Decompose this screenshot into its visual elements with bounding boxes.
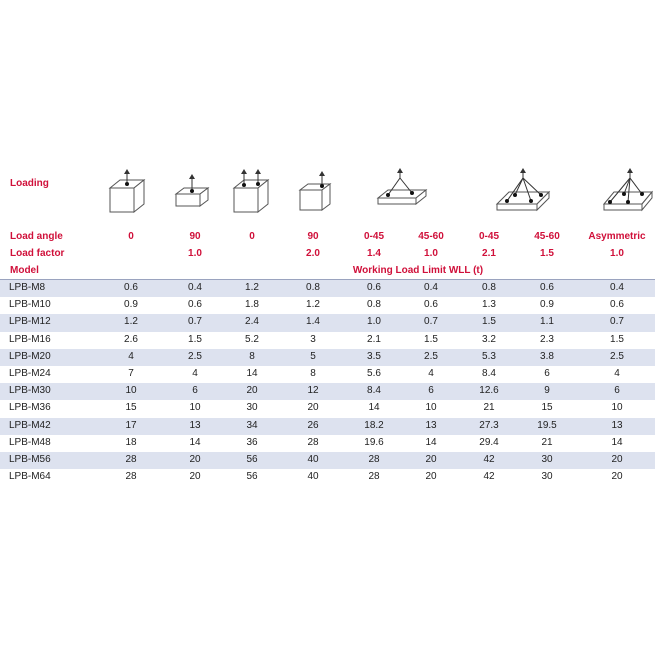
wll-cell: 2.3 xyxy=(540,333,554,345)
wll-cell: 4 xyxy=(128,350,134,362)
load-factor-value: 1.0 xyxy=(610,248,624,259)
load-factor-value: 1.0 xyxy=(188,248,202,259)
wll-cell: 3.8 xyxy=(540,350,554,362)
wll-cell: 3.5 xyxy=(367,350,381,362)
load-angle-row xyxy=(0,229,655,247)
loading-label: Loading xyxy=(10,178,49,189)
wll-cell: 10 xyxy=(425,402,437,414)
wll-cell: 1.0 xyxy=(367,316,381,328)
table-row xyxy=(0,332,655,349)
wll-cell: 20 xyxy=(611,471,623,483)
wll-cell: 1.2 xyxy=(245,282,259,293)
wll-cell: 10 xyxy=(611,402,623,414)
wll-cell: 4 xyxy=(614,367,620,379)
load-angle-value: 45-60 xyxy=(534,231,560,242)
wll-cell: 17 xyxy=(125,419,137,431)
table-row xyxy=(0,366,655,383)
wll-cell: 3.2 xyxy=(482,333,496,345)
wll-cell: 14 xyxy=(189,436,201,448)
wll-cell: 4 xyxy=(192,367,198,379)
wll-cell: 0.9 xyxy=(124,299,138,311)
wll-cell: 20 xyxy=(189,471,201,483)
table-row xyxy=(0,383,655,400)
wll-cell: 13 xyxy=(611,419,623,431)
wll-cell: 14 xyxy=(368,402,380,414)
load-angle-value: 45-60 xyxy=(418,231,444,242)
wll-cell: 20 xyxy=(425,453,437,465)
wll-cell: 2.1 xyxy=(367,333,381,345)
table-row xyxy=(0,418,655,435)
wll-cell: 0.6 xyxy=(367,282,381,293)
wll-cell: 0.8 xyxy=(482,282,496,293)
wll-cell: 0.7 xyxy=(424,316,438,328)
wll-cell: 12.6 xyxy=(479,385,499,397)
wll-cell: 1.3 xyxy=(482,299,496,311)
wll-cell: 19.5 xyxy=(537,419,557,431)
wll-cell: 1.5 xyxy=(610,333,624,345)
wll-cell: 4 xyxy=(428,367,434,379)
model-cell: LPB-M24 xyxy=(9,367,51,379)
table-row xyxy=(0,280,655,297)
load-angle-value: Asymmetric xyxy=(588,231,646,242)
plate-two-leg-sling-icon xyxy=(372,168,432,216)
wll-cell: 20 xyxy=(611,453,623,465)
wll-cell: 13 xyxy=(189,419,201,431)
wll-cell: 0.9 xyxy=(540,299,554,311)
wll-cell: 0.4 xyxy=(424,282,438,293)
wll-cell: 28 xyxy=(125,471,137,483)
wll-cell: 5.6 xyxy=(367,367,381,379)
wll-cell: 30 xyxy=(541,453,553,465)
wll-cell: 15 xyxy=(541,402,553,414)
wll-cell: 28 xyxy=(125,453,137,465)
model-cell: LPB-M64 xyxy=(9,471,51,483)
wll-cell: 28 xyxy=(368,453,380,465)
wll-cell: 0.6 xyxy=(540,282,554,293)
wll-cell: 20 xyxy=(246,385,258,397)
wll-cell: 6 xyxy=(544,367,550,379)
wll-cell: 8 xyxy=(249,350,255,362)
wll-cell: 12 xyxy=(307,385,319,397)
model-cell: LPB-M48 xyxy=(9,436,51,448)
wll-cell: 7 xyxy=(128,367,134,379)
wll-cell: 3 xyxy=(310,333,316,345)
load-factor-value: 1.0 xyxy=(424,248,438,259)
wll-cell: 14 xyxy=(611,436,623,448)
wll-cell: 8.4 xyxy=(482,367,496,379)
load-angle-value: 90 xyxy=(189,231,201,242)
wll-cell: 56 xyxy=(246,453,258,465)
wll-cell: 42 xyxy=(483,471,495,483)
wll-cell: 0.8 xyxy=(367,299,381,311)
wll-cell: 2.6 xyxy=(124,333,138,345)
wll-cell: 21 xyxy=(541,436,553,448)
table-row xyxy=(0,452,655,469)
wll-cell: 9 xyxy=(544,385,550,397)
wll-cell: 0.6 xyxy=(610,299,624,311)
wll-cell: 1.5 xyxy=(424,333,438,345)
model-cell: LPB-M8 xyxy=(9,282,46,293)
wll-cell: 1.8 xyxy=(245,299,259,311)
plate-four-leg-sling-icon xyxy=(493,168,553,216)
wll-column-header: Working Load Limit WLL (t) xyxy=(352,265,484,276)
wll-cell: 6 xyxy=(192,385,198,397)
load-angle-label: Load angle xyxy=(10,231,63,242)
block-side-lift-icon xyxy=(172,168,212,216)
wll-cell: 5.3 xyxy=(482,350,496,362)
wll-cell: 1.2 xyxy=(306,299,320,311)
model-cell: LPB-M36 xyxy=(9,402,51,414)
wll-cell: 0.4 xyxy=(610,282,624,293)
load-factor-label: Load factor xyxy=(10,248,65,259)
model-cell: LPB-M56 xyxy=(9,453,51,465)
table-row xyxy=(0,435,655,452)
model-cell: LPB-M20 xyxy=(9,350,51,362)
plate-asymmetric-sling-icon xyxy=(598,168,654,216)
wll-cell: 14 xyxy=(246,367,258,379)
model-cell: LPB-M42 xyxy=(9,419,51,431)
load-factor-value: 2.0 xyxy=(306,248,320,259)
wll-cell: 42 xyxy=(483,453,495,465)
wll-cell: 21 xyxy=(483,402,495,414)
wll-cell: 20 xyxy=(307,402,319,414)
wll-cell: 29.4 xyxy=(479,436,499,448)
load-angle-value: 0 xyxy=(128,231,134,242)
wll-cell: 20 xyxy=(189,453,201,465)
wll-cell: 0.8 xyxy=(306,282,320,293)
model-cell: LPB-M10 xyxy=(9,299,51,311)
load-angle-value: 0 xyxy=(249,231,255,242)
wll-cell: 8.4 xyxy=(367,385,381,397)
wll-cell: 2.4 xyxy=(245,316,259,328)
table-row xyxy=(0,469,655,486)
load-angle-value: 90 xyxy=(307,231,319,242)
wll-cell: 6 xyxy=(614,385,620,397)
wll-cell: 10 xyxy=(189,402,201,414)
wll-cell: 13 xyxy=(425,419,437,431)
wll-cell: 18 xyxy=(125,436,137,448)
wll-cell: 0.4 xyxy=(188,282,202,293)
wll-cell: 40 xyxy=(307,453,319,465)
wll-cell: 1.2 xyxy=(124,316,138,328)
wll-cell: 0.7 xyxy=(610,316,624,328)
cube-double-lift-icon xyxy=(230,168,276,216)
wll-cell: 6 xyxy=(428,385,434,397)
wll-cell: 1.5 xyxy=(188,333,202,345)
load-factor-row xyxy=(0,246,655,264)
load-angle-value: 0-45 xyxy=(478,231,500,242)
wll-cell: 1.5 xyxy=(482,316,496,328)
wll-cell: 0.6 xyxy=(424,299,438,311)
cube-single-lift-icon xyxy=(106,168,152,216)
wll-cell: 1.4 xyxy=(306,316,320,328)
wll-cell: 30 xyxy=(541,471,553,483)
wll-cell: 5.2 xyxy=(245,333,259,345)
table-row xyxy=(0,297,655,314)
wll-cell: 19.6 xyxy=(364,436,384,448)
wll-cell: 30 xyxy=(246,402,258,414)
table-row xyxy=(0,400,655,417)
cube-side-lift-icon xyxy=(296,168,336,216)
wll-cell: 0.7 xyxy=(188,316,202,328)
wll-cell: 34 xyxy=(246,419,258,431)
wll-cell: 15 xyxy=(125,402,137,414)
model-column-header: Model xyxy=(10,265,39,276)
wll-cell: 10 xyxy=(125,385,137,397)
wll-cell: 8 xyxy=(310,367,316,379)
load-factor-value: 2.1 xyxy=(482,248,496,259)
model-cell: LPB-M16 xyxy=(9,333,51,345)
wll-cell: 2.5 xyxy=(424,350,438,362)
model-cell: LPB-M30 xyxy=(9,385,51,397)
wll-cell: 2.5 xyxy=(610,350,624,362)
wll-cell: 28 xyxy=(307,436,319,448)
model-cell: LPB-M12 xyxy=(9,316,51,328)
wll-cell: 14 xyxy=(425,436,437,448)
wll-cell: 0.6 xyxy=(124,282,138,293)
wll-cell: 5 xyxy=(310,350,316,362)
wll-cell: 36 xyxy=(246,436,258,448)
wll-cell: 0.6 xyxy=(188,299,202,311)
load-angle-value: 0-45 xyxy=(363,231,385,242)
wll-cell: 40 xyxy=(307,471,319,483)
load-factor-value: 1.5 xyxy=(540,248,554,259)
wll-cell: 27.3 xyxy=(479,419,499,431)
wll-cell: 28 xyxy=(368,471,380,483)
wll-cell: 26 xyxy=(307,419,319,431)
table-row xyxy=(0,349,655,366)
wll-cell: 56 xyxy=(246,471,258,483)
load-factor-value: 1.4 xyxy=(367,248,381,259)
wll-cell: 20 xyxy=(425,471,437,483)
table-row xyxy=(0,314,655,331)
wll-cell: 18.2 xyxy=(364,419,384,431)
wll-table xyxy=(0,280,655,486)
wll-cell: 1.1 xyxy=(540,316,554,328)
wll-cell: 2.5 xyxy=(188,350,202,362)
